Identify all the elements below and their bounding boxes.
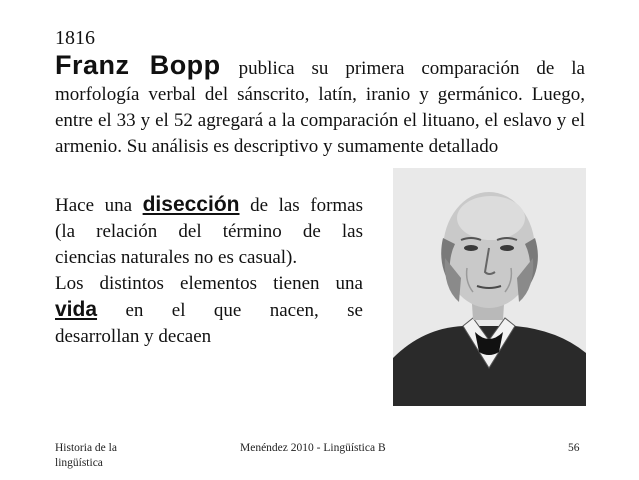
keyword-diseccion: disección [142, 193, 240, 216]
footer-author: Menéndez 2010 - Lingüística B [240, 442, 386, 454]
keyword-vida: vida [55, 298, 98, 321]
body-line-6: desarrollan y decaen [55, 326, 212, 347]
portrait-illustration [393, 168, 586, 406]
body-line-2: (la relación del término de las [55, 221, 363, 242]
body-line-5: vida en el que nacen, se [55, 298, 363, 321]
body-line-4: Los distintos elementos tienen una [55, 273, 363, 294]
dissection-paragraph [55, 192, 363, 350]
year-label: 1816 [55, 27, 95, 49]
author-name: Franz Bopp [55, 50, 221, 80]
body-line-1: Hace una disección de las formas [55, 193, 363, 216]
footer-course: Historia de la lingüística [55, 442, 117, 469]
bopp-portrait [393, 168, 586, 406]
footer-page-number: 56 [568, 442, 580, 454]
body-line-3: ciencias naturales no es casual). [55, 247, 298, 268]
intro-paragraph [55, 52, 585, 160]
intro-text: publica su primera comparación de la morfología verbal del sánscrito, latín, iranio y germánico. Luego, entre el 33 y el 52 agregará a la comparación el lituano, el eslavo y el armenio. Su análisis es descriptivo y sumamente detallado [55, 58, 585, 157]
